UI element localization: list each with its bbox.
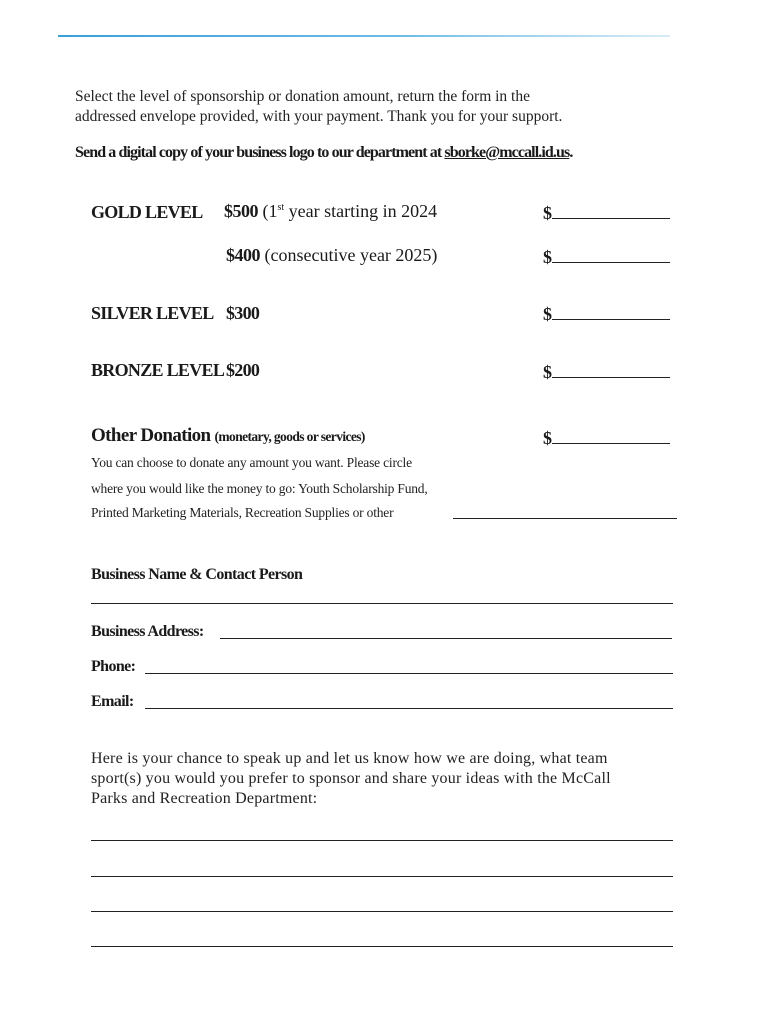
gold-amount-400: $400 [226,245,260,265]
business-name-label: Business Name & Contact Person [91,566,303,583]
blank-line [552,202,670,219]
other-note-line-2: where you would like the money to go: Youth Scholarship Fund, [91,481,428,496]
gold-level-option-1 [224,201,437,222]
gold-level-label: GOLD LEVEL [91,202,203,222]
feedback-line-1: Here is your chance to speak up and let us know how we are doing, what team [91,750,608,767]
dollar-sign: $ [543,247,552,267]
feedback-line-field[interactable] [91,911,673,912]
blank-line [552,427,670,444]
gold-500-amount-field[interactable] [543,202,670,224]
digital-logo-text: Send a digital copy of your business logo to our department at [75,144,445,161]
digital-period: . [569,144,573,161]
dollar-sign: $ [543,362,552,382]
digital-logo-instruction [75,144,572,162]
other-donation-title: Other Donation [91,425,211,446]
business-address-label: Business Address: [91,623,204,640]
feedback-line-field[interactable] [91,876,673,877]
dollar-sign: $ [543,428,552,448]
other-specify-field[interactable] [453,518,677,519]
top-accent-line [58,35,670,37]
gold-level-option-2 [226,245,437,266]
business-name-field[interactable] [91,603,673,604]
gold-amount-500: $500 [224,201,258,221]
feedback-line-3: Parks and Recreation Department: [91,790,318,807]
email-field[interactable] [145,708,673,709]
gold-400-amount-field[interactable] [543,246,670,268]
email-label: Email: [91,693,134,710]
intro-line-2: addressed envelope provided, with your payment. Thank you for your support. [75,108,563,125]
feedback-line-field[interactable] [91,840,673,841]
feedback-line-2: sport(s) you would you prefer to sponsor and share your ideas with the McCall [91,770,611,787]
silver-level-label: SILVER LEVEL [91,303,214,323]
gold-note-1b: year starting in 2024 [284,201,438,221]
email-link[interactable]: sborke@mccall.id.us [444,144,570,161]
blank-line [552,361,670,378]
bronze-amount: $200 [226,360,260,380]
phone-label: Phone: [91,658,136,675]
silver-amount-field[interactable] [543,303,670,325]
phone-field[interactable] [145,673,673,674]
bronze-level-label: BRONZE LEVEL [91,360,225,380]
blank-line [552,303,670,320]
intro-line-1: Select the level of sponsorship or donation amount, return the form in the [75,88,530,105]
blank-line [552,246,670,263]
dollar-sign: $ [543,203,552,223]
business-address-field[interactable] [220,638,672,639]
other-note-line-1: You can choose to donate any amount you want. Please circle [91,455,412,470]
other-note-line-3: Printed Marketing Materials, Recreation Supplies or other [91,505,394,520]
other-donation-subtitle: (monetary, goods or services) [214,429,365,444]
bronze-amount-field[interactable] [543,361,670,383]
gold-note-1-sup: st [277,202,285,213]
feedback-line-field[interactable] [91,946,673,947]
gold-note-1a: (1 [258,201,278,221]
other-amount-field[interactable] [543,427,670,449]
silver-amount: $300 [226,303,260,323]
other-donation-heading [91,425,365,447]
dollar-sign: $ [543,304,552,324]
gold-note-2: (consecutive year 2025) [260,245,438,265]
